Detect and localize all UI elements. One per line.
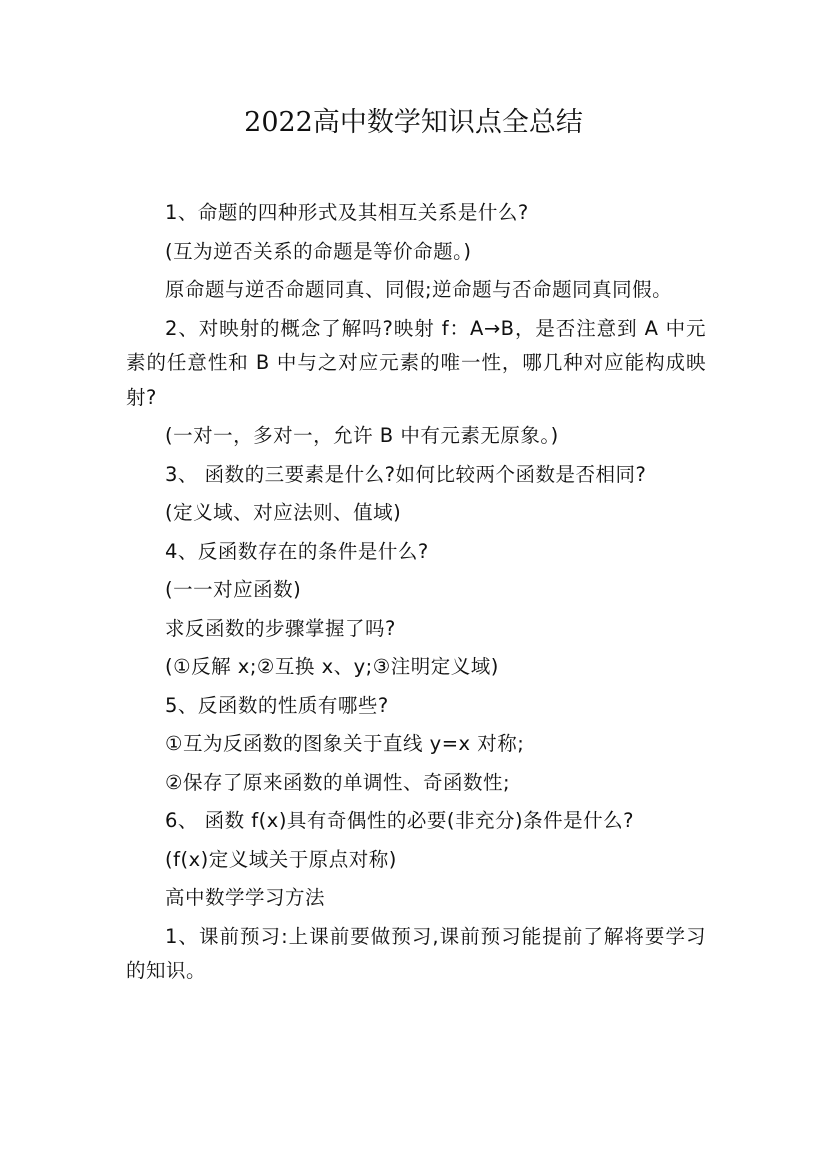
paragraph: 5、反函数的性质有哪些? (165, 693, 389, 717)
paragraph: 2、对映射的概念了解吗?映射 f：A→B，是否注意到 A 中元素的任意性和 B 中与之对应元素的唯一性，哪几种对应能构成映射? (126, 316, 706, 409)
paragraph: 求反函数的步骤掌握了吗? (165, 616, 396, 640)
paragraph: 3、 函数的三要素是什么?如何比较两个函数是否相同? (165, 462, 647, 486)
paragraph: 1、命题的四种形式及其相互关系是什么? (165, 201, 529, 224)
paragraph: (一一对应函数) (165, 578, 302, 601)
paragraph: 4、反函数存在的条件是什么? (165, 539, 429, 563)
paragraph: ②保存了原来函数的单调性、奇函数性; (165, 770, 511, 794)
paragraph: 原命题与逆否命题同真、同假;逆命题与否命题同真同假。 (165, 278, 673, 301)
paragraph: (f(x)定义域关于原点对称) (165, 847, 397, 871)
section-heading: 高中数学学习方法 (165, 886, 326, 909)
paragraph: ①互为反函数的图象关于直线 y=x 对称; (165, 732, 525, 755)
paragraph: 1、课前预习:上课前要做预习,课前预习能提前了解将要学习的知识。 (126, 924, 706, 982)
paragraph: (①反解 x;②互换 x、y;③注明定义域) (165, 655, 499, 678)
paragraph: (一对一，多对一，允许 B 中有元素无原象。) (165, 424, 559, 447)
paragraph: (定义域、对应法则、值域) (165, 501, 402, 524)
document-title: 2022高中数学知识点全总结 (244, 107, 583, 138)
paragraph: 6、 函数 f(x)具有奇偶性的必要(非充分)条件是什么? (165, 809, 634, 832)
paragraph: (互为逆否关系的命题是等价命题。) (165, 239, 472, 263)
document-body (126, 196, 706, 993)
